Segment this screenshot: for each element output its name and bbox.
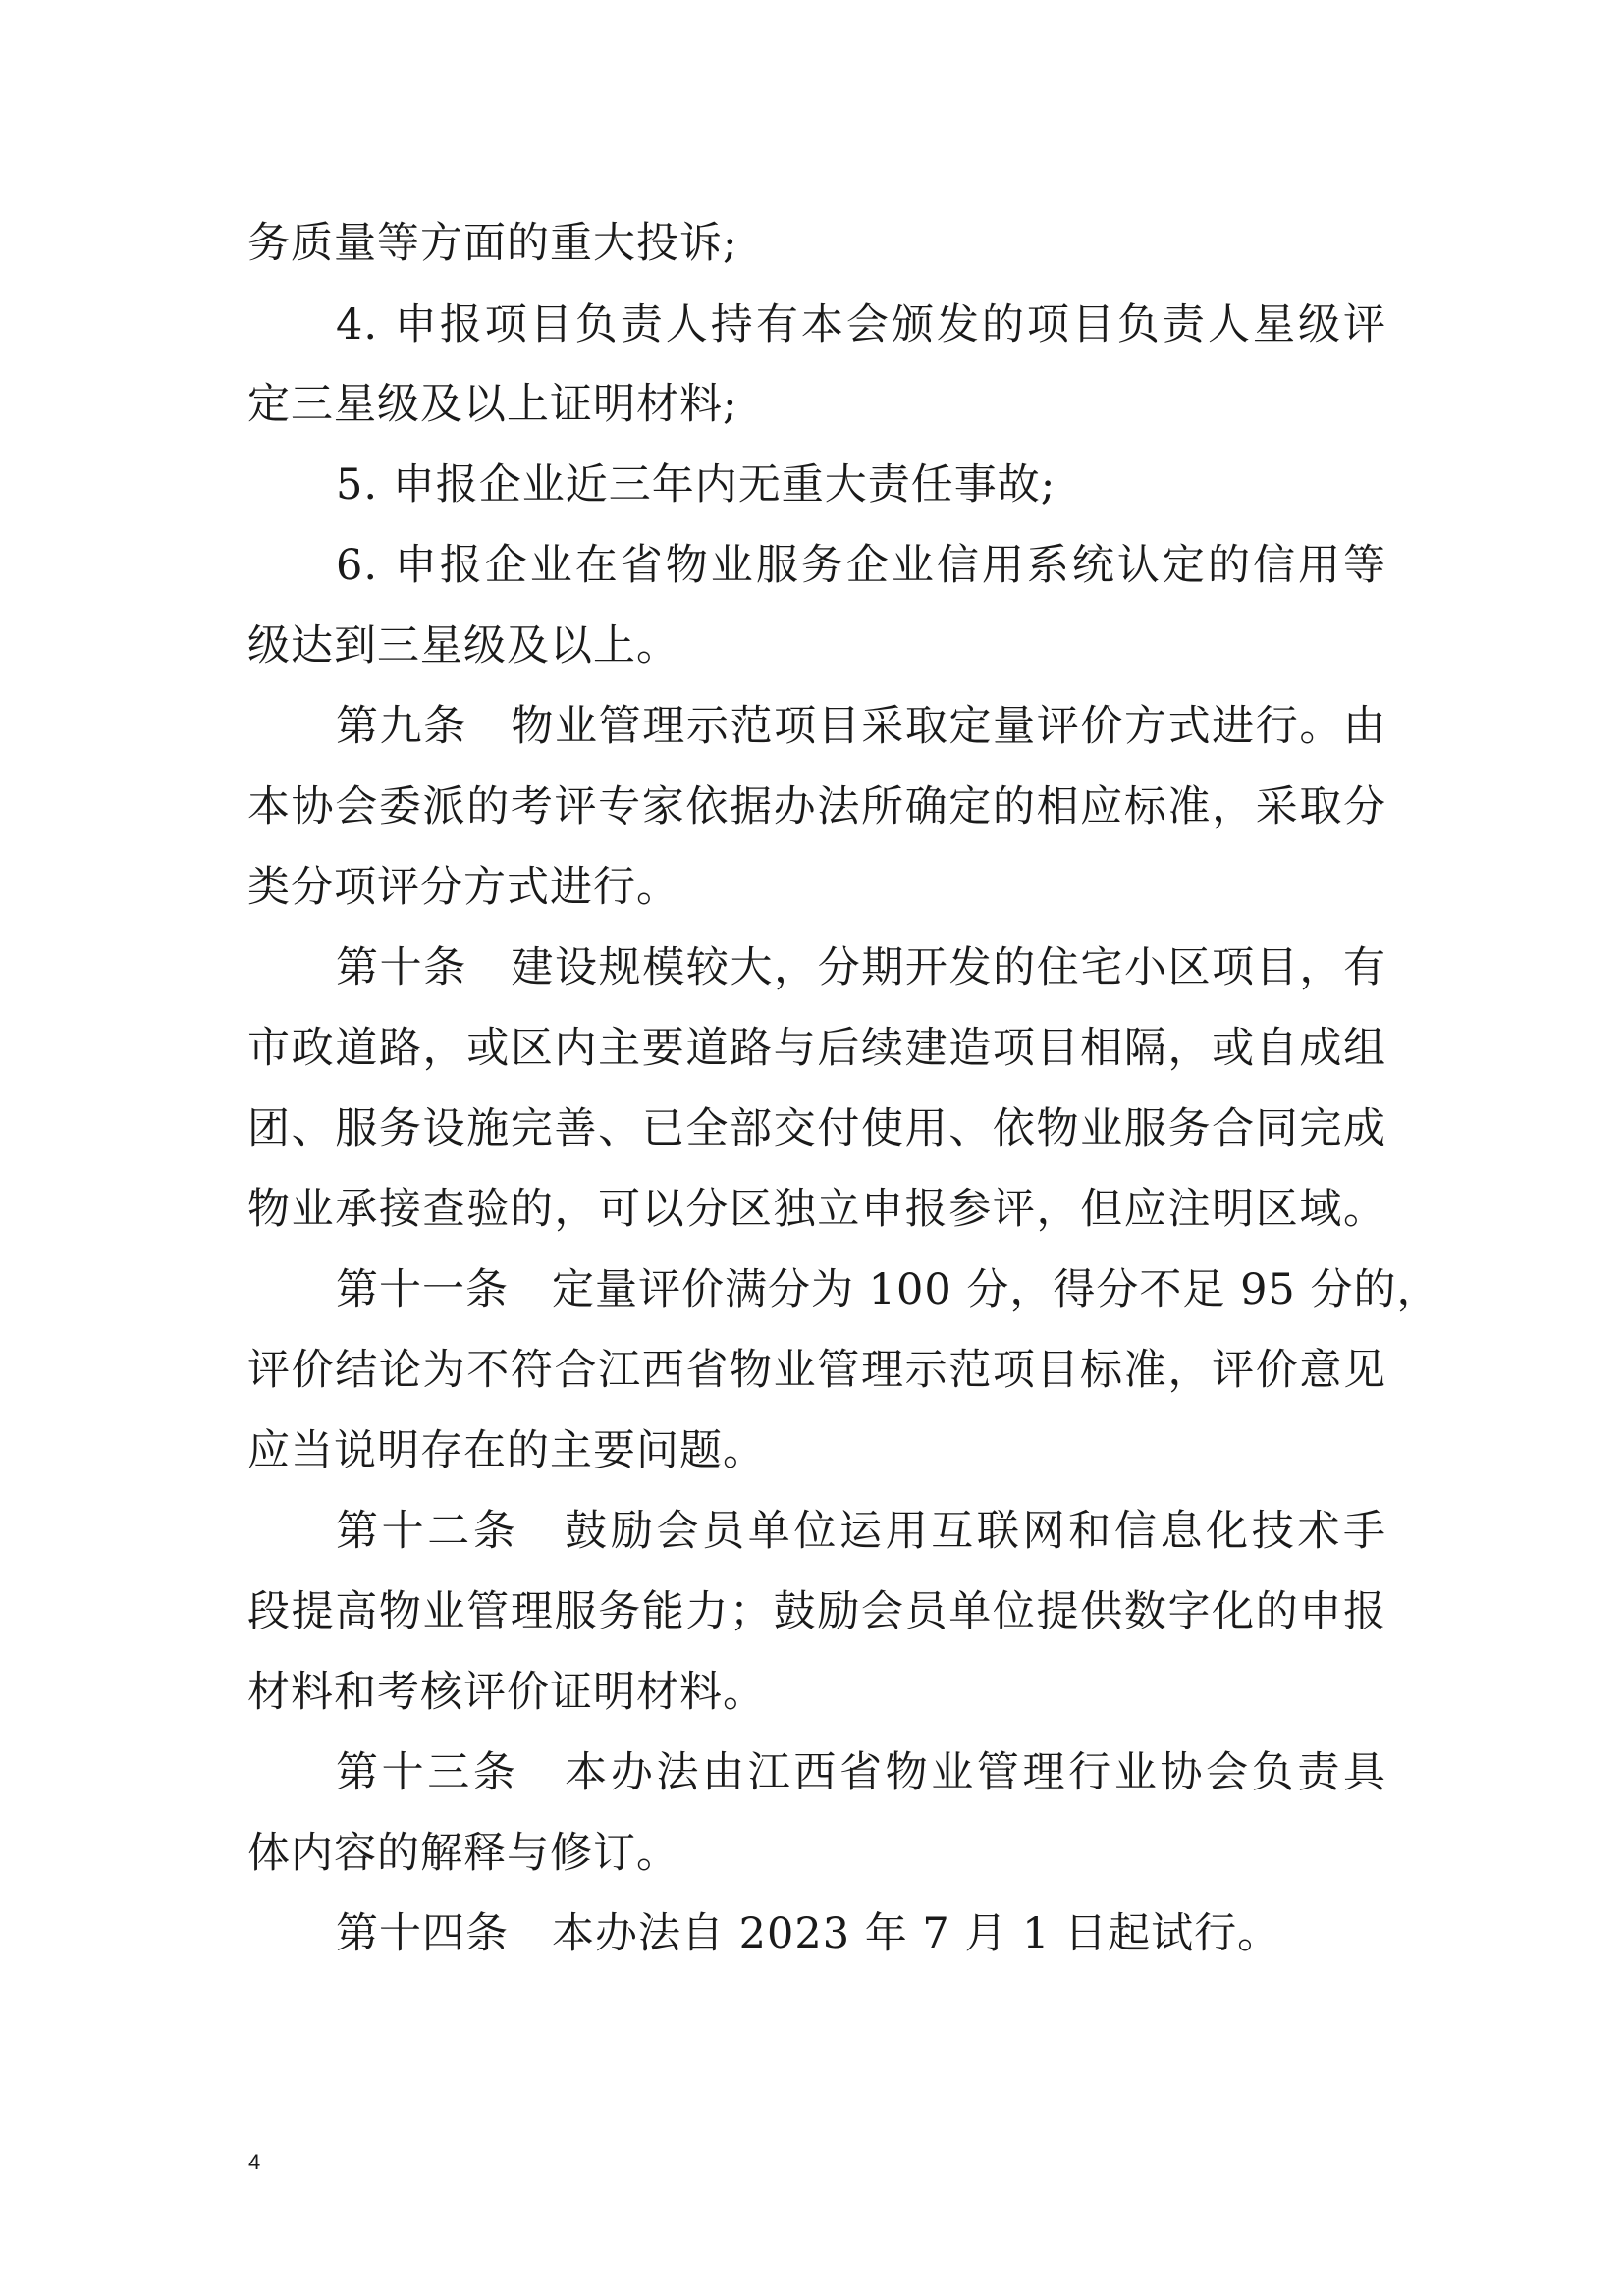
text-line: 第十三条 本办法由江西省物业管理行业协会负责具	[336, 1748, 1386, 1797]
text-line: 第九条 物业管理示范项目采取定量评价方式进行。由	[336, 702, 1386, 751]
text-line: 第十二条 鼓励会员单位运用互联网和信息化技术手	[336, 1507, 1386, 1556]
text-line: 本协会委派的考评专家依据办法所确定的相应标准，采取分	[247, 782, 1386, 831]
text-line: 4. 申报项目负责人持有本会颁发的项目负责人星级评	[336, 300, 1386, 349]
text-line: 物业承接查验的，可以分区独立申报参评，但应注明区域。	[247, 1185, 1386, 1234]
text-line: 第十四条 本办法自 2023 年 7 月 1 日起试行。	[336, 1909, 1281, 1958]
text-line: 级达到三星级及以上。	[247, 621, 679, 670]
text-line: 5. 申报企业近三年内无重大责任事故;	[336, 460, 1056, 509]
text-line: 务质量等方面的重大投诉;	[247, 219, 738, 268]
text-line: 材料和考核评价证明材料。	[247, 1668, 766, 1717]
text-line: 类分项评分方式进行。	[247, 863, 679, 912]
text-line: 第十一条 定量评价满分为 100 分，得分不足 95 分的，	[336, 1265, 1440, 1314]
text-line: 体内容的解释与修订。	[247, 1829, 679, 1878]
text-line: 第十条 建设规模较大，分期开发的住宅小区项目，有	[336, 943, 1386, 992]
text-line: 6. 申报企业在省物业服务企业信用系统认定的信用等	[336, 541, 1386, 590]
text-line: 市政道路，或区内主要道路与后续建造项目相隔，或自成组	[247, 1024, 1386, 1073]
text-line: 应当说明存在的主要问题。	[247, 1426, 766, 1475]
page-number: 4	[248, 2150, 261, 2174]
text-line: 团、服务设施完善、已全部交付使用、依物业服务合同完成	[247, 1104, 1386, 1153]
text-line: 定三星级及以上证明材料;	[247, 380, 738, 429]
text-line: 段提高物业管理服务能力；鼓励会员单位提供数字化的申报	[247, 1587, 1386, 1636]
text-line: 评价结论为不符合江西省物业管理示范项目标准，评价意见	[247, 1346, 1386, 1395]
